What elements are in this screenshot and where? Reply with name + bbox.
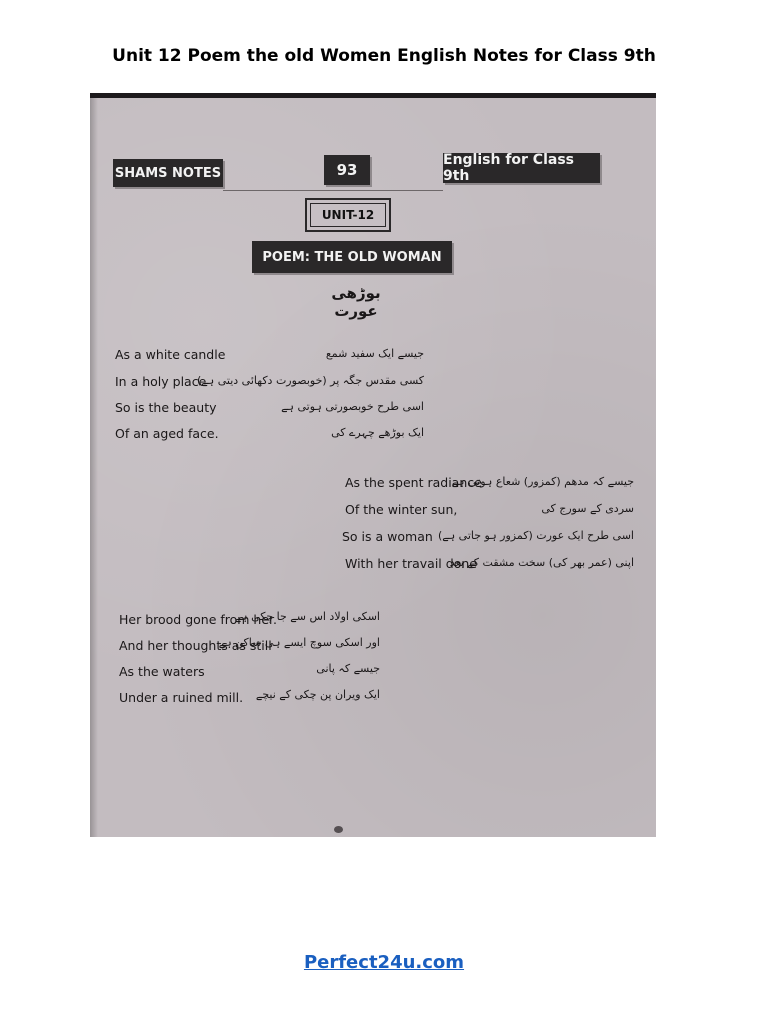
stanza-3-line-3-en: As the waters: [119, 664, 205, 679]
stanza-2-line-4-en: With her travail done: [345, 556, 477, 571]
stanza-2-line-3-ur: اسی طرح ایک عورت (کمزور ہو جاتی ہے): [438, 529, 634, 542]
scanned-page: [90, 93, 656, 837]
stanza-2-line-3-en: So is a woman: [342, 529, 433, 544]
unit-label: UNIT-12: [310, 203, 386, 227]
stanza-1-line-2-en: In a holy place: [115, 374, 207, 389]
stanza-1-line-3-ur: اسی طرح خوبصورتی ہوتی ہے: [281, 400, 424, 413]
page-number-box: [324, 155, 370, 185]
stanza-1-line-3-en: So is the beauty: [115, 400, 217, 415]
stanza-1-line-4-ur: ایک بوڑھے چہرے کی: [331, 426, 424, 439]
header-divider: [223, 190, 443, 191]
stanza-2-line-1-en: As the spent radiance: [345, 475, 482, 490]
stanza-2-line-4-ur: اپنی (عمر بھر کی) سخت مشقت کے بعد: [449, 556, 634, 569]
poem-title: POEM: THE OLD WOMAN: [262, 249, 442, 265]
stanza-3-line-4-ur: ایک ویران پن چکی کے نیچے: [255, 688, 380, 701]
stanza-3-line-1-en: Her brood gone from her.: [119, 612, 278, 627]
stanza-3-line-2-en: And her thoughts as still: [119, 638, 272, 653]
stanza-2-line-1-ur: جیسے کہ مدھم (کمزور) شعاع ہوتی ہے: [451, 475, 634, 488]
header-left-text: SHAMS NOTES: [114, 165, 222, 181]
page-title: Unit 12 Poem the old Women English Notes for Class 9th: [112, 46, 656, 66]
page-number: 93: [336, 161, 358, 179]
footer-site-link[interactable]: Perfect24u.com: [303, 952, 465, 973]
header-right-text: English for Class 9th: [443, 152, 574, 184]
stanza-1-line-1-en: As a white candle: [115, 347, 226, 362]
stanza-2-line-2-en: Of the winter sun,: [345, 502, 458, 517]
stanza-1-line-2-ur: کسی مقدس جگہ پر (خوبصورت دکھائی دیتی ہے): [197, 374, 424, 387]
stanza-1-line-1-ur: جیسے ایک سفید شمع: [325, 347, 424, 360]
stanza-3-line-3-ur: جیسے کہ پانی: [316, 662, 380, 675]
stanza-3-line-2-ur: اور اسکی سوچ ایسے ہی ساکن ہے: [218, 636, 380, 649]
stanza-3-line-1-ur: اسکی اولاد اس سے جا چکی ہے: [234, 610, 380, 623]
stanza-2-line-2-ur: سردی کے سورج کی: [541, 502, 634, 515]
poem-title-box: [252, 241, 452, 273]
ink-smudge: [334, 826, 343, 833]
stanza-1-line-4-en: Of an aged face.: [115, 426, 219, 441]
header-left-box: [113, 159, 223, 187]
urdu-title: بوڑھی عورت: [331, 284, 381, 320]
unit-box: [305, 198, 391, 232]
scan-edge-shadow: [90, 98, 98, 837]
header-right-box: [443, 153, 600, 183]
stanza-3-line-4-en: Under a ruined mill.: [119, 690, 244, 705]
